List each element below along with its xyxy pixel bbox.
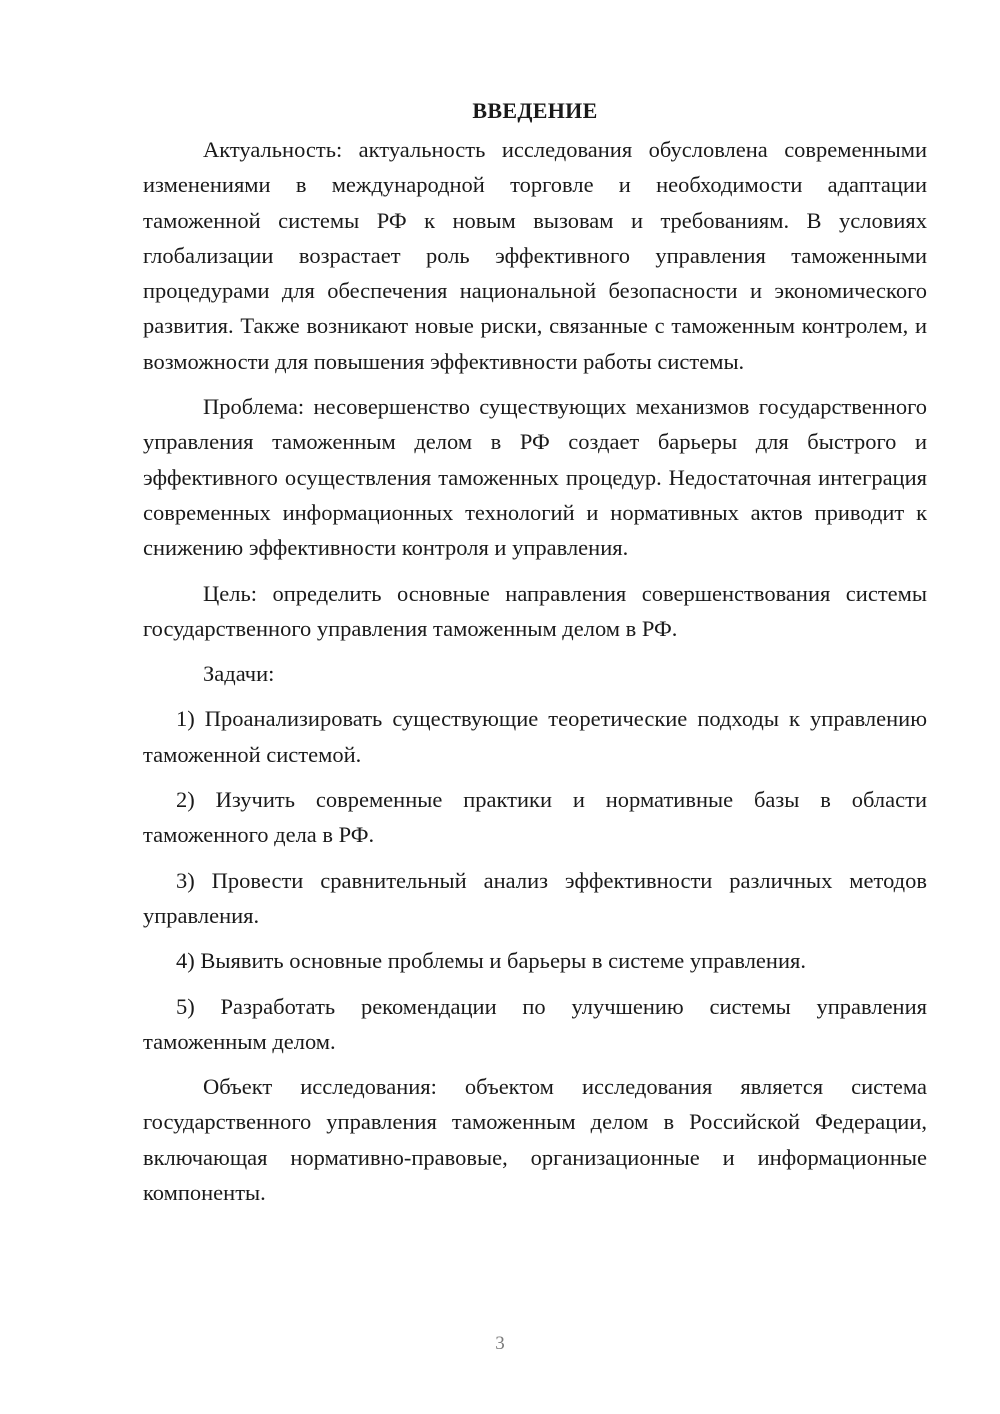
task-item: 3) Провести сравнительный анализ эффективности различных методов управления. — [143, 867, 927, 928]
task-item: 5) Разработать рекомендации по улучшению системы управления таможенным делом. — [143, 993, 927, 1054]
task-item: 2) Изучить современные практики и нормативные базы в области таможенного дела в РФ. — [143, 787, 927, 848]
task-item: 1) Проанализировать существующие теоретические подходы к управлению таможенной системой. — [143, 706, 927, 767]
tasks-label: Задачи: — [203, 661, 275, 687]
section-heading: ВВЕДЕНИЕ — [472, 98, 598, 123]
problem-paragraph: Проблема: несовершенство существующих механизмов государственного управления таможенным делом в РФ создает барьеры для быстрого и эффективного осуществления таможенных процедур. Недостаточная интеграция современных информационных технологий и нормативных актов приводит к снижению эффективности контроля и управления. — [143, 394, 927, 561]
document-page — [143, 96, 927, 1220]
object-paragraph: Объект исследования: объектом исследования является система государственного управления таможенным делом в Российской Федерации, включающая нормативно-правовые, организационные и информационные компоненты. — [143, 1074, 927, 1206]
task-item: 4) Выявить основные проблемы и барьеры в системе управления. — [176, 948, 806, 974]
goal-paragraph: Цель: определить основные направления совершенствования системы государственного управления таможенным делом в РФ. — [143, 580, 927, 641]
page-number: 3 — [495, 1333, 505, 1354]
relevance-paragraph: Актуальность: актуальность исследования обусловлена современными изменениями в международной торговле и необходимости адаптации таможенной системы РФ к новым вызовам и требованиям. В условиях глобализации возрастает роль эффективного управления таможенными процедурами для обеспечения национальной безопасности и экономического развития. Также возникают новые риски, связанные с таможенным контролем, и возможности для повышения эффективности работы системы. — [143, 137, 927, 374]
